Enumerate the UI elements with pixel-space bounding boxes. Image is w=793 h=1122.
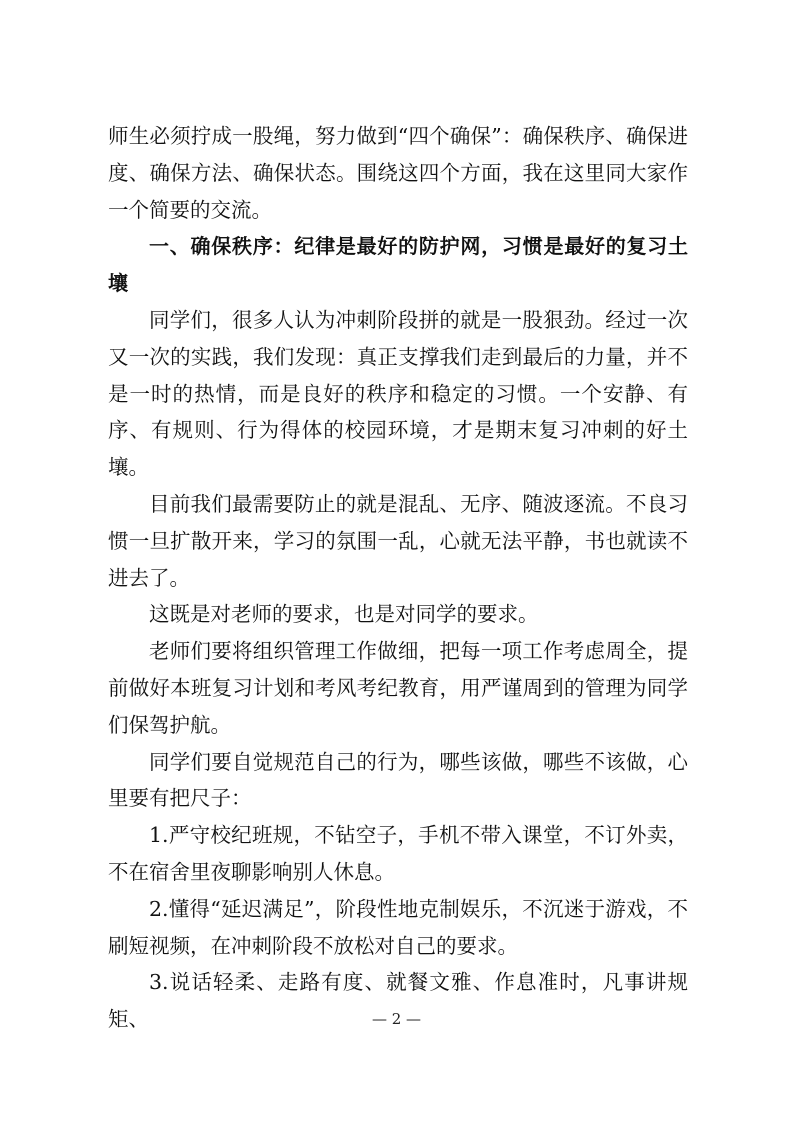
paragraph: 这既是对老师的要求，也是对同学的要求。 xyxy=(149,602,539,627)
paragraph: 同学们，很多人认为冲刺阶段拼的就是一股狠劲。经过一次又一次的实践，我们发现：真正支撑我们走到最后的力量，并不是一时的热情，而是良好的秩序和稳定的习惯。一个安静、有序、有规则、行为得体的校园环境，才是期末复习冲刺的好土壤。 xyxy=(108,307,688,480)
list-item: 3.说话轻柔、走路有度、就餐文雅、作息准时，凡事讲规矩、 xyxy=(108,970,688,1032)
paragraph: 目前我们最需要防止的就是混乱、无序、随波逐流。不良习惯一旦扩散开来，学习的氛围一乱，心就无法平静，书也就读不进去了。 xyxy=(108,491,688,590)
page-number: — 2 — xyxy=(371,1010,422,1028)
list-item: 1.严守校纪班规，不钻空子，手机不带入课堂，不订外卖，不在宿舍里夜聊影响别人休息。 xyxy=(108,823,688,884)
document-body xyxy=(108,118,688,1038)
paragraph: 同学们要自觉规范自己的行为，哪些该做，哪些不该做，心里要有把尺子： xyxy=(108,749,688,811)
list-item: 2.懂得“延迟满足”，阶段性地克制娱乐，不沉迷于游戏，不刷短视频，在冲刺阶段不放松对自己的要求。 xyxy=(108,896,688,958)
paragraph: 老师们要将组织管理工作做细，把每一项工作考虑周全，提前做好本班复习计划和考风考纪教育，用严谨周到的管理为同学们保驾护航。 xyxy=(108,639,688,737)
intro-paragraph: 师生必须拧成一股绳，努力做到“四个确保”：确保秩序、确保进度、确保方法、确保状态。围绕这四个方面，我在这里同大家作一个简要的交流。 xyxy=(108,124,688,222)
section-heading: 一、确保秩序：纪律是最好的防护网，习惯是最好的复习土壤 xyxy=(108,234,688,296)
